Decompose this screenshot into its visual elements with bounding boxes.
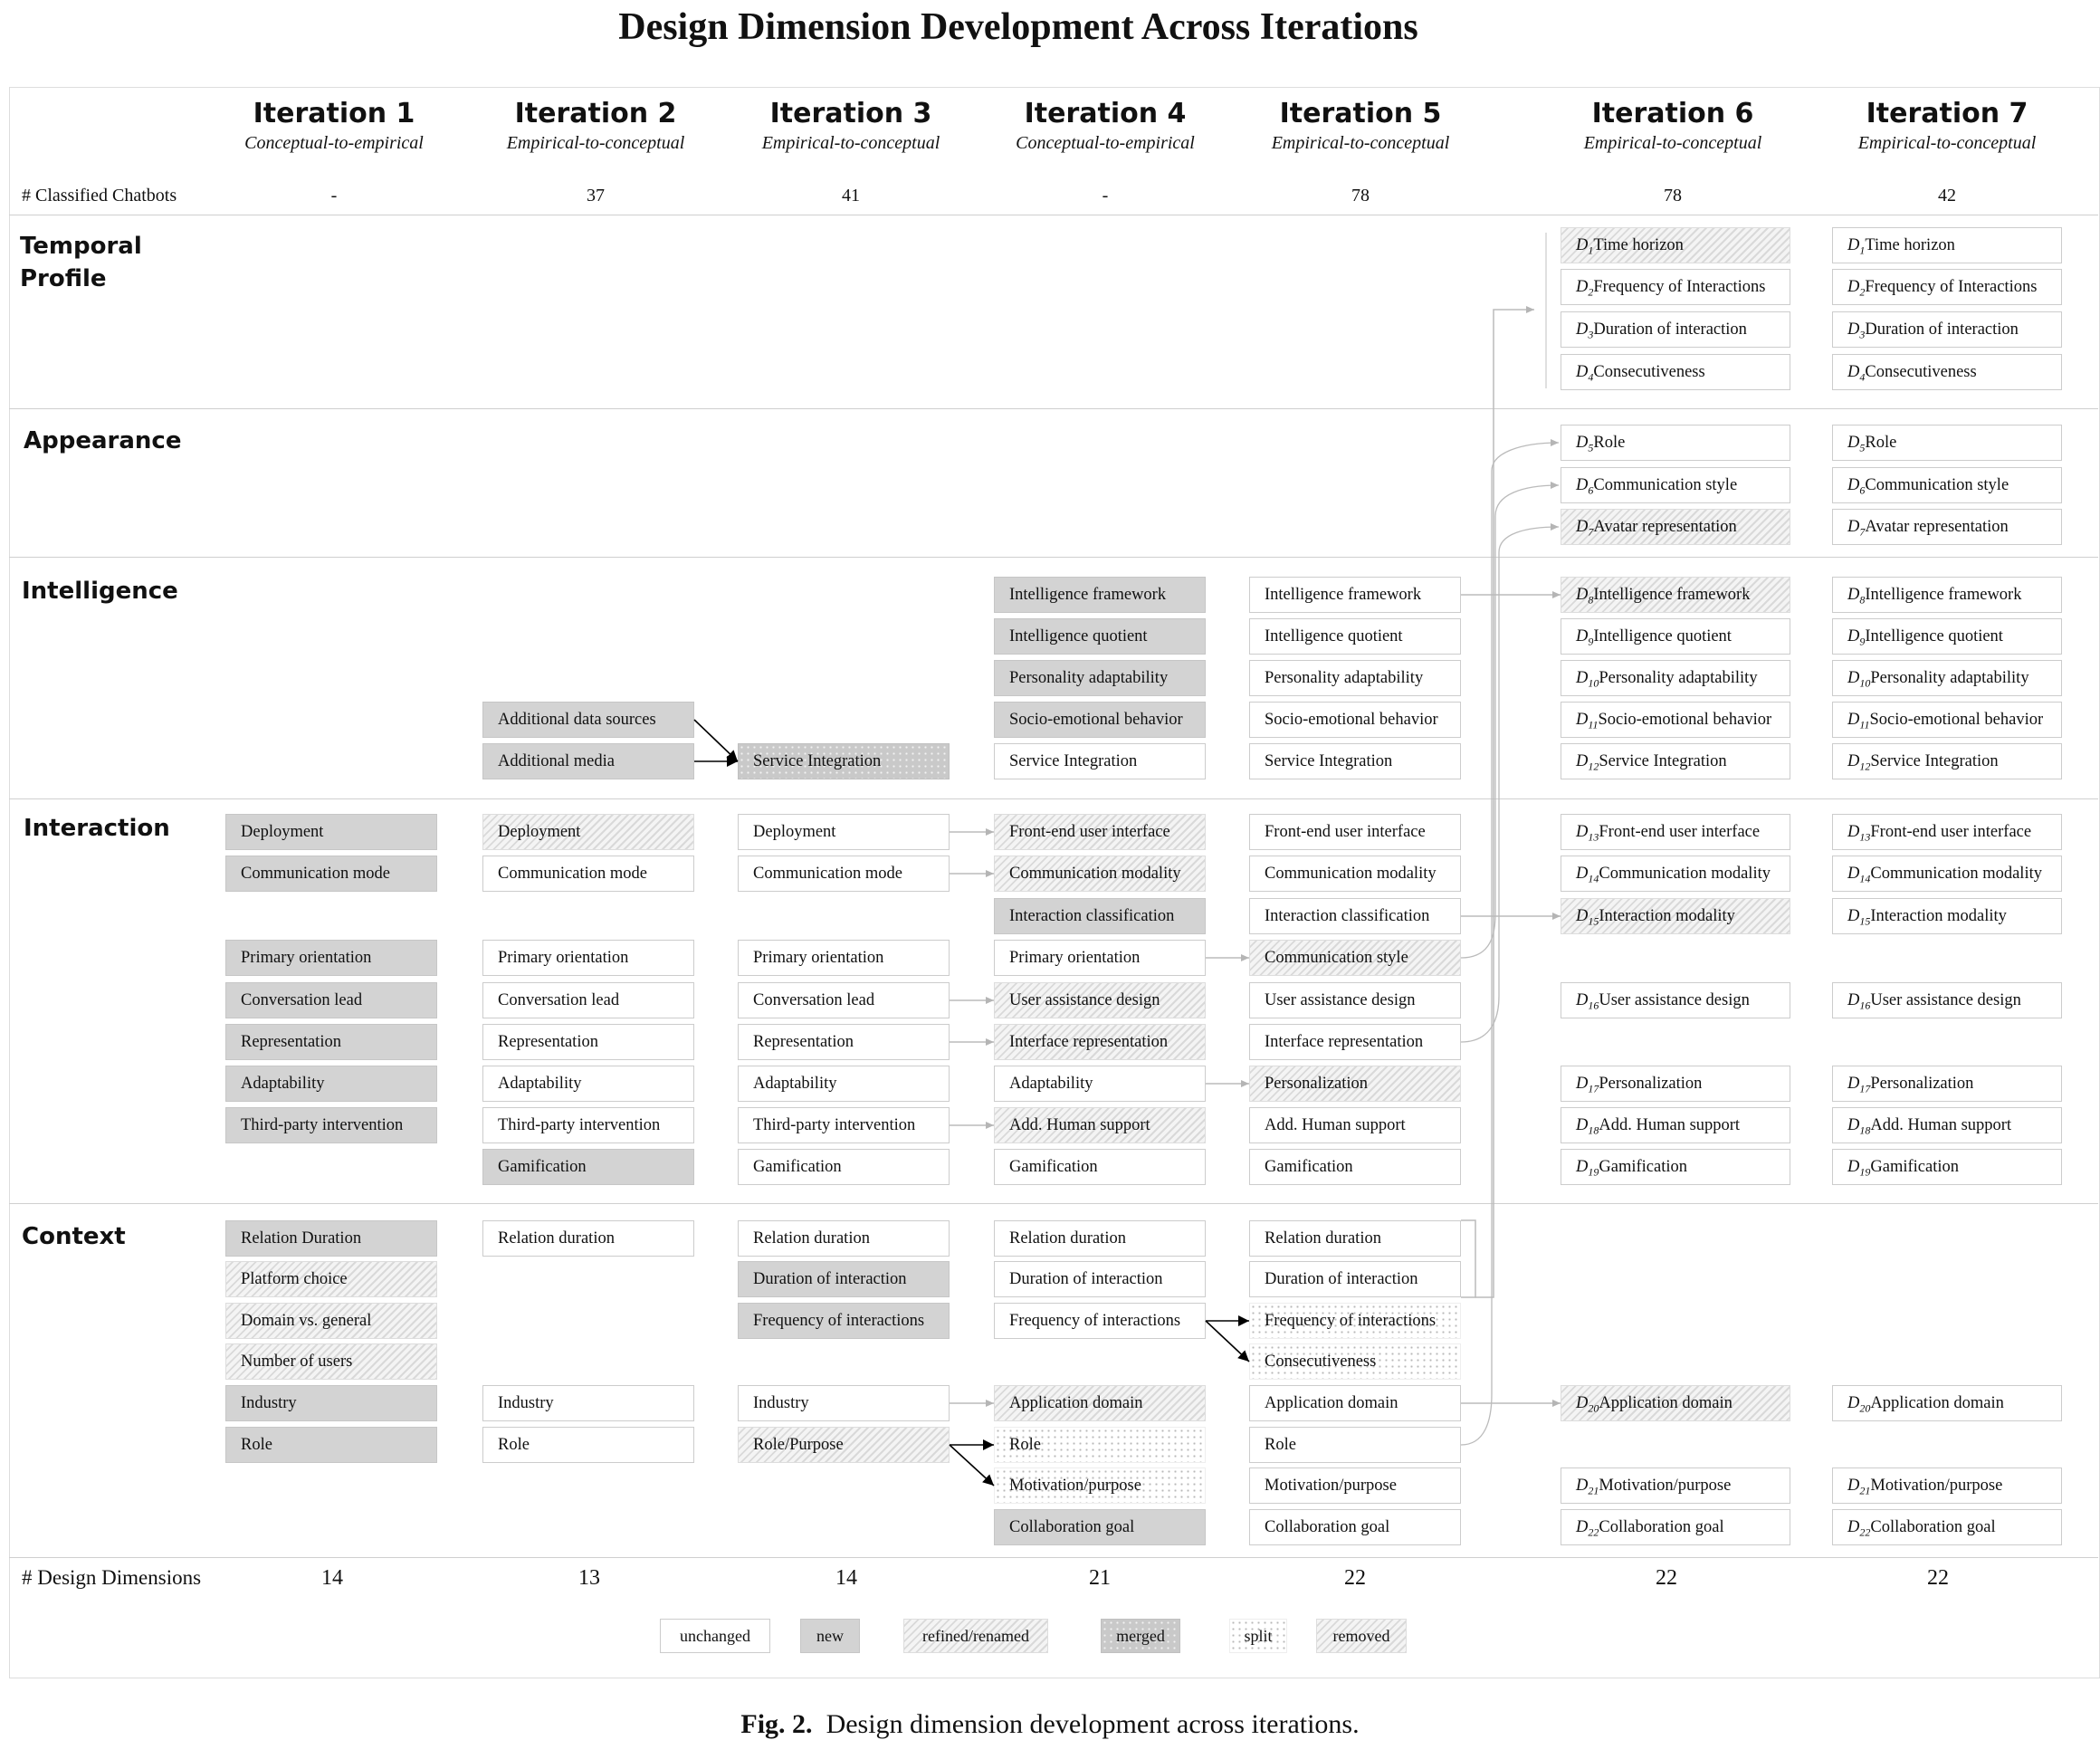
dimension-label: Motivation/purpose (1599, 1477, 1732, 1495)
dimension-label: Personality adaptability (1009, 669, 1169, 687)
bracket-connector (1461, 1220, 1475, 1297)
dimension-label: Socio-emotional behavior (1869, 711, 2044, 729)
dimension-label: Add. Human support (1599, 1116, 1741, 1134)
dimension-index: $D_{22}$ (1576, 1518, 1599, 1539)
dimension-count-1: 14 (321, 1566, 343, 1590)
dimension-label: Duration of interaction (1009, 1270, 1163, 1288)
dimension-index: $D_{22}$ (1847, 1518, 1871, 1539)
dimension-label: Gamification (1870, 1158, 1959, 1176)
category-context: Context (22, 1223, 126, 1250)
legend-new: new (800, 1619, 860, 1653)
classified-chatbots-label: # Classified Chatbots (22, 186, 177, 206)
dimension-label: Gamification (753, 1158, 842, 1176)
dimension-label: Intelligence quotient (1593, 627, 1732, 645)
dimension-label: Gamification (1265, 1158, 1353, 1176)
dimension-label: Deployment (241, 823, 324, 841)
dimension-index: $D_7$ (1576, 518, 1594, 539)
dimension-label: Front-end user interface (1870, 823, 2032, 841)
dimension-label: Representation (241, 1033, 341, 1051)
dimension-index: $D_{10}$ (1576, 669, 1599, 690)
dimension-label: Service Integration (1599, 752, 1727, 770)
dimension-index: $D_4$ (1576, 363, 1594, 384)
legend-split: split (1229, 1619, 1287, 1653)
dimension-index: $D_{14}$ (1576, 865, 1599, 885)
curve-connector (1461, 485, 1559, 958)
dimension-index: $D_8$ (1847, 586, 1866, 607)
dimension-label: Duration of interaction (753, 1270, 907, 1288)
dimension-label: User assistance design (1265, 991, 1416, 1009)
dimension-label: Interaction modality (1599, 907, 1735, 925)
iteration-mode: Empirical-to-conceptual (506, 133, 685, 153)
dimension-label: Frequency of interactions (1265, 1312, 1437, 1330)
dimension-label: Motivation/purpose (1870, 1477, 2003, 1495)
dimension-index: $D_{12}$ (1576, 752, 1599, 773)
dimension-label: Role (1265, 1436, 1296, 1454)
legend-unchanged: unchanged (660, 1619, 770, 1653)
dimension-label: Personalization (1870, 1075, 1974, 1093)
dimension-label: Time horizon (1593, 236, 1684, 254)
iteration-label: Iteration 3 (769, 98, 932, 129)
dimension-label: Relation duration (1009, 1229, 1126, 1248)
iteration-label: Iteration 2 (514, 98, 677, 129)
dimension-label: Platform choice (241, 1270, 348, 1288)
dimension-label: Service Integration (1009, 752, 1138, 770)
dimension-label: Communication style (1265, 949, 1408, 967)
dimension-index: $D_5$ (1847, 434, 1866, 454)
dimension-label: Third-party intervention (498, 1116, 661, 1134)
dimension-label: Gamification (498, 1158, 587, 1176)
iteration-mode: Empirical-to-conceptual (1857, 133, 2037, 153)
dimension-label: Representation (498, 1033, 598, 1051)
dimension-index: $D_8$ (1576, 586, 1594, 607)
dimension-index: $D_{19}$ (1847, 1158, 1871, 1179)
dimension-label: Motivation/purpose (1009, 1477, 1141, 1495)
dimension-label: Intelligence quotient (1265, 627, 1403, 645)
iteration-label: Iteration 7 (1866, 98, 2028, 129)
dimension-index: $D_3$ (1847, 320, 1866, 341)
dimension-index: $D_1$ (1847, 236, 1866, 257)
dimension-index: $D_9$ (1847, 627, 1866, 648)
dimension-index: $D_{11}$ (1576, 711, 1599, 731)
dimension-label: Application domain (1870, 1394, 2004, 1412)
dimension-label: Intelligence framework (1009, 586, 1167, 604)
curve-connector (1461, 527, 1559, 1042)
iteration-label: Iteration 5 (1279, 98, 1442, 129)
iteration-label: Iteration 6 (1591, 98, 1754, 129)
dimension-index: $D_{10}$ (1847, 669, 1871, 690)
dimension-index: $D_{18}$ (1576, 1116, 1599, 1137)
dimension-index: $D_{11}$ (1847, 711, 1870, 731)
dimension-label: Socio-emotional behavior (1009, 711, 1183, 729)
dimension-label: Communication modality (1870, 865, 2042, 883)
dimension-label: Collaboration goal (1009, 1518, 1135, 1536)
dimension-label: Personality adaptability (1265, 669, 1424, 687)
dimension-label: Deployment (498, 823, 581, 841)
dimension-label: Communication mode (753, 865, 902, 883)
dimension-label: Role (498, 1436, 530, 1454)
classified-count-2: 37 (587, 186, 605, 206)
dimension-count-2: 13 (578, 1566, 600, 1590)
dimension-label: Role (241, 1436, 272, 1454)
dimension-label: Interaction classification (1009, 907, 1175, 925)
dimension-label: Application domain (1265, 1394, 1398, 1412)
dimension-label: Add. Human support (1870, 1116, 2012, 1134)
dimension-label: Collaboration goal (1599, 1518, 1724, 1536)
dimension-label: Duration of interaction (1265, 1270, 1418, 1288)
dimension-label: Add. Human support (1009, 1116, 1150, 1134)
dimension-label: Interface representation (1265, 1033, 1424, 1051)
legend-merged: merged (1101, 1619, 1180, 1653)
figure-title: Design Dimension Development Across Iterations (618, 6, 1418, 48)
dimension-label: Consecutiveness (1265, 1353, 1377, 1371)
dimension-label: Frequency of Interactions (1865, 278, 2038, 296)
dimension-label: Adaptability (1009, 1075, 1093, 1093)
dimension-label: Primary orientation (1009, 949, 1141, 967)
dimension-label: Intelligence quotient (1865, 627, 2003, 645)
dimension-label: Collaboration goal (1265, 1518, 1390, 1536)
dimension-label: Interaction modality (1870, 907, 2007, 925)
dimension-index: $D_{21}$ (1576, 1477, 1599, 1497)
dimension-label: Communication style (1865, 476, 2009, 494)
dimension-label: Motivation/purpose (1265, 1477, 1397, 1495)
dimension-index: $D_1$ (1576, 236, 1594, 257)
dimension-index: $D_{20}$ (1576, 1394, 1599, 1415)
dimension-index: $D_{16}$ (1847, 991, 1871, 1012)
dimension-count-5: 22 (1344, 1566, 1366, 1590)
dimension-label: Front-end user interface (1265, 823, 1426, 841)
dimension-label: Gamification (1009, 1158, 1098, 1176)
dimension-label: User assistance design (1009, 991, 1160, 1009)
dimension-label: Primary orientation (498, 949, 629, 967)
iteration-mode: Empirical-to-conceptual (761, 133, 940, 153)
dimension-index: $D_{21}$ (1847, 1477, 1871, 1497)
dimension-label: Avatar representation (1865, 518, 2009, 536)
dimension-index: $D_{19}$ (1576, 1158, 1599, 1179)
dimension-label: Personalization (1599, 1075, 1703, 1093)
classified-count-5: 78 (1351, 186, 1370, 206)
dimension-label: Adaptability (498, 1075, 582, 1093)
dimension-label: Domain vs. general (241, 1312, 372, 1330)
dimension-count-7: 22 (1927, 1566, 1949, 1590)
dimension-index: $D_{13}$ (1576, 823, 1599, 844)
dimension-label: Communication mode (498, 865, 647, 883)
dimension-label: Communication mode (241, 865, 390, 883)
classified-count-7: 42 (1938, 186, 1956, 206)
design-dimensions-label: # Design Dimensions (22, 1566, 202, 1589)
dimension-label: Intelligence quotient (1009, 627, 1148, 645)
dimension-label: Interface representation (1009, 1033, 1169, 1051)
dimension-label: Duration of interaction (1593, 320, 1747, 339)
dimension-label: Relation duration (498, 1229, 615, 1248)
split-arrow (950, 1445, 994, 1486)
dimension-label: Primary orientation (241, 949, 372, 967)
dimension-index: $D_{15}$ (1847, 907, 1871, 928)
dimension-count-4: 21 (1089, 1566, 1111, 1590)
classified-count-1: - (330, 186, 338, 206)
classified-count-3: 41 (842, 186, 860, 206)
dimension-label: Additional data sources (498, 711, 656, 729)
dimension-label: Relation duration (1265, 1229, 1381, 1248)
dimension-label: Role (1865, 434, 1897, 452)
dimension-count-3: 14 (835, 1566, 857, 1590)
dimension-label: Socio-emotional behavior (1265, 711, 1438, 729)
dimension-label: Frequency of interactions (753, 1312, 925, 1330)
dimension-index: $D_{15}$ (1576, 907, 1599, 928)
dimension-label: Gamification (1599, 1158, 1687, 1176)
dimension-label: Application domain (1599, 1394, 1732, 1412)
dimension-label: Personalization (1265, 1075, 1369, 1093)
classified-count-4: - (1102, 186, 1109, 206)
dimension-label: Number of users (241, 1353, 353, 1371)
dimension-label: Application domain (1009, 1394, 1143, 1412)
bracket-connector (1475, 310, 1534, 1297)
iteration-mode: Empirical-to-conceptual (1583, 133, 1762, 153)
dimension-label: Communication modality (1265, 865, 1437, 883)
dimension-index: $D_{17}$ (1576, 1075, 1599, 1095)
dimension-index: $D_{13}$ (1847, 823, 1871, 844)
dimension-label: Communication style (1593, 476, 1738, 494)
dimension-index: $D_2$ (1847, 278, 1866, 299)
dimension-index: $D_6$ (1576, 476, 1594, 497)
iteration-label: Iteration 1 (253, 98, 415, 129)
dimension-label: Third-party intervention (241, 1116, 404, 1134)
dimension-label: Consecutiveness (1593, 363, 1705, 381)
dimension-label: Relation Duration (241, 1229, 362, 1248)
classified-count-6: 78 (1664, 186, 1682, 206)
dimension-label: Personality adaptability (1599, 669, 1758, 687)
dimension-label: Personality adaptability (1870, 669, 2029, 687)
dimension-label: Conversation lead (753, 991, 875, 1009)
dimension-index: $D_2$ (1576, 278, 1594, 299)
iteration-label: Iteration 4 (1024, 98, 1187, 129)
dimension-label: Socio-emotional behavior (1598, 711, 1772, 729)
dimension-label: Add. Human support (1265, 1116, 1406, 1134)
dimension-label: Avatar representation (1593, 518, 1737, 536)
dimension-label: Communication modality (1599, 865, 1771, 883)
dimension-label: Conversation lead (241, 991, 363, 1009)
dimension-index: $D_{17}$ (1847, 1075, 1871, 1095)
dimension-label: Interaction classification (1265, 907, 1430, 925)
dimension-label: Time horizon (1865, 236, 1955, 254)
dimension-index: $D_9$ (1576, 627, 1594, 648)
dimension-label: Communication modality (1009, 865, 1181, 883)
caption-text: Design dimension development across iterations. (826, 1709, 1360, 1739)
dimension-count-6: 22 (1656, 1566, 1677, 1590)
dimension-label: Frequency of interactions (1009, 1312, 1181, 1330)
dimension-index: $D_{12}$ (1847, 752, 1871, 773)
dimension-label: Conversation lead (498, 991, 620, 1009)
dimension-label: Adaptability (753, 1075, 837, 1093)
dimension-label: Industry (241, 1394, 297, 1412)
dimension-label: Role/Purpose (753, 1436, 844, 1454)
iteration-mode: Conceptual-to-empirical (244, 133, 424, 153)
dimension-label: Intelligence framework (1265, 586, 1422, 604)
split-arrow (1206, 1321, 1249, 1362)
dimension-label: Primary orientation (753, 949, 884, 967)
legend-refined: refined/renamed (903, 1619, 1048, 1653)
iteration-mode: Empirical-to-conceptual (1271, 133, 1450, 153)
dimension-label: User assistance design (1599, 991, 1750, 1009)
dimension-label: Front-end user interface (1599, 823, 1761, 841)
dimension-index: $D_5$ (1576, 434, 1594, 454)
dimension-index: $D_4$ (1847, 363, 1866, 384)
dimension-label: Role (1009, 1436, 1041, 1454)
merge-arrow (694, 720, 738, 761)
dimension-label: Industry (498, 1394, 554, 1412)
category-temporal-profile: Temporal Profile (20, 233, 142, 292)
dimension-label: Role (1593, 434, 1626, 452)
dimension-label: Collaboration goal (1870, 1518, 1996, 1536)
dimension-label: Service Integration (753, 752, 882, 770)
legend-removed: removed (1316, 1619, 1407, 1653)
dimension-index: $D_{16}$ (1576, 991, 1599, 1012)
dimension-label: Front-end user interface (1009, 823, 1170, 841)
dimension-index: $D_3$ (1576, 320, 1594, 341)
dimension-label: Industry (753, 1394, 809, 1412)
dimension-index: $D_{14}$ (1847, 865, 1871, 885)
category-intelligence: Intelligence (22, 578, 178, 605)
dimension-label: Intelligence framework (1593, 586, 1751, 604)
dimension-index: $D_7$ (1847, 518, 1866, 539)
dimension-label: User assistance design (1870, 991, 2021, 1009)
dimension-label: Relation duration (753, 1229, 870, 1248)
dimension-label: Frequency of Interactions (1593, 278, 1766, 296)
dimension-label: Representation (753, 1033, 854, 1051)
category-appearance: Appearance (24, 427, 182, 454)
dimension-label: Consecutiveness (1865, 363, 1977, 381)
dimension-label: Third-party intervention (753, 1116, 916, 1134)
category-interaction: Interaction (24, 815, 170, 842)
caption-label: Fig. 2. (740, 1709, 813, 1739)
dimension-label: Duration of interaction (1865, 320, 2019, 339)
dimension-label: Additional media (498, 752, 615, 770)
iteration-mode: Conceptual-to-empirical (1016, 133, 1195, 153)
dimension-label: Adaptability (241, 1075, 325, 1093)
dimension-index: $D_{18}$ (1847, 1116, 1871, 1137)
dimension-label: Service Integration (1870, 752, 1999, 770)
dimension-index: $D_{20}$ (1847, 1394, 1871, 1415)
dimension-label: Intelligence framework (1865, 586, 2022, 604)
dimension-label: Deployment (753, 823, 836, 841)
dimension-index: $D_6$ (1847, 476, 1866, 497)
dimension-label: Service Integration (1265, 752, 1393, 770)
